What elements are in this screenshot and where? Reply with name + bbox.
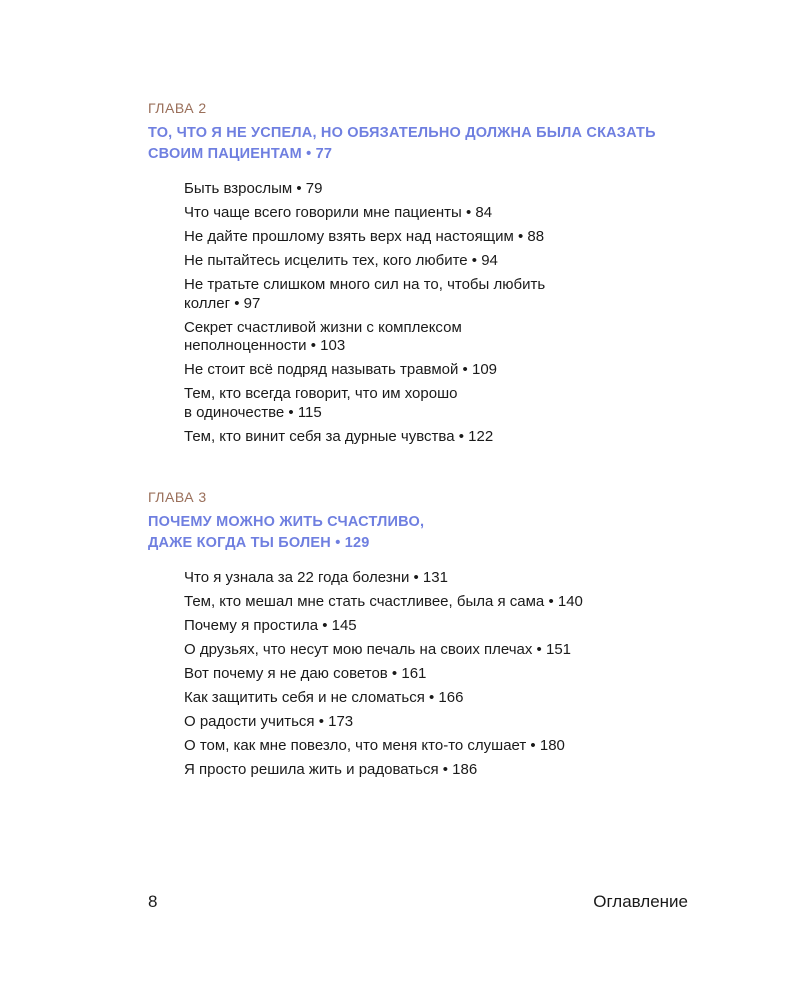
toc-entry[interactable] <box>184 385 708 422</box>
chapter-title-line: ТО, ЧТО Я НЕ УСПЕЛА, НО ОБЯЗАТЕЛЬНО ДОЛЖНА БЫЛА СКАЗАТЬ <box>148 125 656 141</box>
chapter-title-line: СВОИМ ПАЦИЕНТАМ • 77 <box>148 146 333 162</box>
chapter-title[interactable] <box>148 123 708 165</box>
toc-entry-line: Как защитить себя и не сломаться • 166 <box>184 689 464 706</box>
toc-entry[interactable] <box>184 319 708 356</box>
toc-entry-line: неполноценности • 103 <box>184 337 346 354</box>
toc-entry[interactable] <box>184 713 708 732</box>
chapter-title[interactable] <box>148 512 708 554</box>
toc-entry[interactable] <box>184 665 708 684</box>
toc-entry[interactable] <box>184 641 708 660</box>
toc-entry-list <box>148 569 708 780</box>
toc-entry[interactable] <box>184 228 708 247</box>
toc-entry-line: О радости учиться • 173 <box>184 713 354 730</box>
toc-entry[interactable] <box>184 180 708 199</box>
toc-entry-line: Быть взрослым • 79 <box>184 180 323 197</box>
toc-entry[interactable] <box>184 569 708 588</box>
running-footer-title: Оглавление <box>593 892 688 911</box>
toc-entry-line: Тем, кто винит себя за дурные чувства • 122 <box>184 427 494 445</box>
toc-entry-line: Тем, кто мешал мне стать счастливее, была я сама • 140 <box>184 593 583 610</box>
page-number: 8 <box>148 892 158 911</box>
toc-entry-line: Что я узнала за 22 года болезни • 131 <box>184 569 448 586</box>
chapter-label: ГЛАВА 2 <box>148 100 207 116</box>
toc-entry-line: Тем, кто всегда говорит, что им хорошо <box>184 385 458 402</box>
toc-entry-list <box>148 180 708 446</box>
toc-entry[interactable] <box>184 593 708 612</box>
toc-entry-line: Не стоит всё подряд называть травмой • 109 <box>184 361 498 378</box>
toc-entry[interactable] <box>184 361 708 380</box>
toc-entry-line: Не пытайтесь исцелить тех, кого любите • 94 <box>184 252 498 269</box>
toc-entry-line: О друзьях, что несут мою печаль на своих плечах • 151 <box>184 641 572 658</box>
toc-entry-line: Что чаще всего говорили мне пациенты • 84 <box>184 204 493 221</box>
chapter-3-section <box>148 488 708 785</box>
toc-entry[interactable] <box>184 689 708 708</box>
toc-entry[interactable] <box>184 204 708 223</box>
chapter-label: ГЛАВА 3 <box>148 489 207 505</box>
toc-entry[interactable] <box>184 737 708 756</box>
chapter-2-section <box>148 99 708 452</box>
toc-entry[interactable] <box>184 428 708 447</box>
toc-entry-line: Я просто решила жить и радоваться • 186 <box>184 761 478 778</box>
chapter-title-line: ПОЧЕМУ МОЖНО ЖИТЬ СЧАСТЛИВО, <box>148 514 425 530</box>
toc-entry-line: Не тратьте слишком много сил на то, чтобы любить <box>184 276 546 293</box>
toc-entry[interactable] <box>184 617 708 636</box>
toc-entry-line: Почему я простила • 145 <box>184 617 357 634</box>
toc-entry[interactable] <box>184 276 708 313</box>
toc-entry-line: коллег • 97 <box>184 294 261 312</box>
toc-entry-line: Вот почему я не даю советов • 161 <box>184 665 427 682</box>
toc-entry[interactable] <box>184 761 708 780</box>
chapter-title-line: ДАЖЕ КОГДА ТЫ БОЛЕН • 129 <box>148 535 370 551</box>
toc-entry-line: О том, как мне повезло, что меня кто-то слушает • 180 <box>184 737 565 754</box>
toc-entry-line: Секрет счастливой жизни с комплексом <box>184 318 462 336</box>
toc-entry-line: в одиночестве • 115 <box>184 403 322 421</box>
toc-entry[interactable] <box>184 252 708 271</box>
toc-entry-line: Не дайте прошлому взять верх над настоящим • 88 <box>184 228 545 245</box>
